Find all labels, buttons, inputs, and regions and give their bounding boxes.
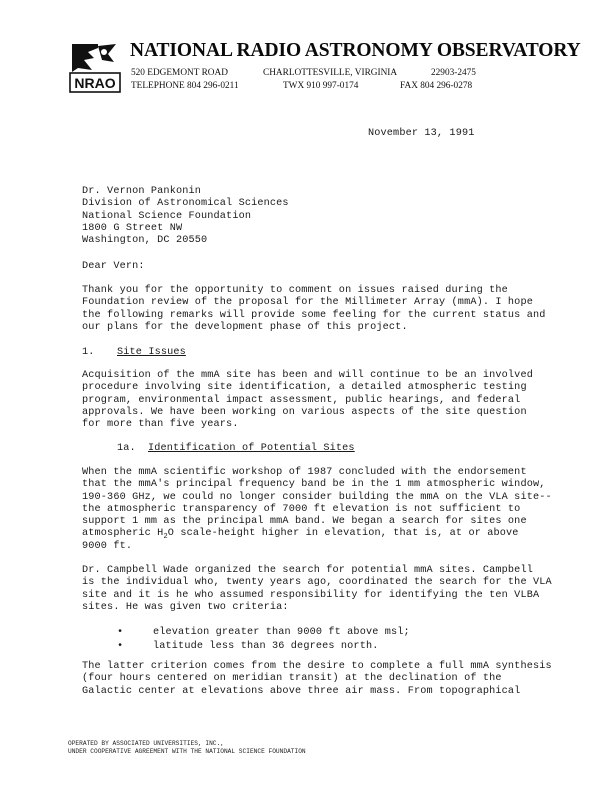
paragraph-line: Galactic center at elevations above three air mass. From topographical xyxy=(82,685,521,697)
recipient-address xyxy=(82,186,289,247)
workshop-paragraph xyxy=(82,467,552,553)
paragraph-line: site and it is he who assumed responsibility for identifying the ten VLBA xyxy=(82,589,540,601)
subscript: 2 xyxy=(163,533,168,542)
paragraph-line: for more than five years. xyxy=(82,419,239,431)
recipient-line: National Science Foundation xyxy=(82,210,252,222)
address-city: CHARLOTTESVILLE, VIRGINIA xyxy=(263,68,398,78)
logo-text: NRAO xyxy=(74,75,116,91)
paragraph-line: the atmospheric transparency of 7000 ft elevation is not sufficient to xyxy=(82,503,521,515)
section-1-title: Site Issues xyxy=(117,347,186,358)
list-item xyxy=(117,640,410,654)
paragraph-line: support 1 mm as the principal mmA band. We began a search for sites one xyxy=(82,516,527,528)
recipient-line: Dr. Vernon Pankonin xyxy=(82,186,202,197)
paragraph-line: procedure involving site identification, a detailed atmospheric testing xyxy=(82,382,527,394)
telephone: TELEPHONE 804 296-0211 xyxy=(131,81,239,91)
paragraph-line: Dr. Campbell Wade organized the search for potential mmA sites. Campbell xyxy=(82,565,533,576)
paragraph-line: The latter criterion comes from the desire to complete a full mmA synthesis xyxy=(82,661,552,672)
paragraph-line: program, environmental impact assessment, public hearings, and federal xyxy=(82,394,521,406)
recipient-line: 1800 G Street NW xyxy=(82,222,183,234)
subsection-1a-number: 1a. xyxy=(117,443,136,454)
subsection-1a-title: Identification of Potential Sites xyxy=(148,443,355,454)
nrao-logo xyxy=(68,42,122,94)
text-fragment: O scale-height higher in elevation, that is, at or above xyxy=(167,528,519,540)
org-name: NATIONAL RADIO ASTRONOMY OBSERVATORY xyxy=(130,40,581,61)
letter-date: November 13, 1991 xyxy=(368,128,475,139)
twx: TWX 910 997-0174 xyxy=(283,81,359,91)
paragraph-line: the following remarks will provide some feeling for the current status and xyxy=(82,309,546,321)
recipient-line: Washington, DC 20550 xyxy=(82,235,208,247)
paragraph-line: (four hours centered on meridian transit) at the declination of the xyxy=(82,673,502,685)
paragraph-line: Foundation review of the proposal for the Millimeter Array (mmA). I hope xyxy=(82,297,533,309)
address-zip: 22903-2475 xyxy=(431,68,476,78)
address-street: 520 EDGEMONT ROAD xyxy=(131,68,228,78)
paragraph-line: 9000 ft. xyxy=(82,540,133,552)
paragraph-line: is the individual who, twenty years ago, coordinated the search for the VLA xyxy=(82,577,552,589)
footer-line: OPERATED BY ASSOCIATED UNIVERSITIES, INC., xyxy=(68,740,224,747)
criteria-list xyxy=(117,626,410,654)
list-item-text: elevation greater than 9000 ft above msl; xyxy=(153,627,410,638)
footer-line: UNDER COOPERATIVE AGREEMENT WITH THE NATIONAL SCIENCE FOUNDATION xyxy=(68,748,306,755)
paragraph-line: Acquisition of the mmA site has been and will continue to be an involved xyxy=(82,370,533,381)
paragraph-line: When the mmA scientific workshop of 1987 concluded with the endorsement xyxy=(82,467,527,478)
paragraph-line: that the mmA's principal frequency band be in the 1 mm atmospheric window, xyxy=(82,479,546,491)
text-fragment: atmospheric H xyxy=(82,528,164,540)
section-1-number: 1. xyxy=(82,347,95,358)
section-1-paragraph xyxy=(82,370,533,431)
latter-paragraph xyxy=(82,661,552,698)
paragraph-line: approvals. We have been working on various aspects of the site question xyxy=(82,406,527,418)
list-item xyxy=(117,626,410,640)
recipient-line: Division of Astronomical Sciences xyxy=(82,198,289,210)
paragraph-line: 190-360 GHz, we could no longer consider building the mmA on the VLA site-- xyxy=(82,491,552,503)
paragraph-line: Thank you for the opportunity to comment on issues raised during the xyxy=(82,285,508,296)
salutation: Dear Vern: xyxy=(82,261,145,272)
footer xyxy=(68,740,306,756)
paragraph-line: our plans for the development phase of this project. xyxy=(82,321,408,333)
fax: FAX 804 296-0278 xyxy=(400,81,473,91)
intro-paragraph xyxy=(82,285,546,334)
paragraph-line xyxy=(82,528,552,540)
bullet-icon: • xyxy=(117,641,124,652)
nrao-logo-graphic xyxy=(68,42,122,94)
paragraph-line: sites. He was given two criteria: xyxy=(82,601,289,613)
bullet-icon: • xyxy=(117,627,124,638)
list-item-text: latitude less than 36 degrees north. xyxy=(153,641,379,652)
wade-paragraph xyxy=(82,565,552,614)
